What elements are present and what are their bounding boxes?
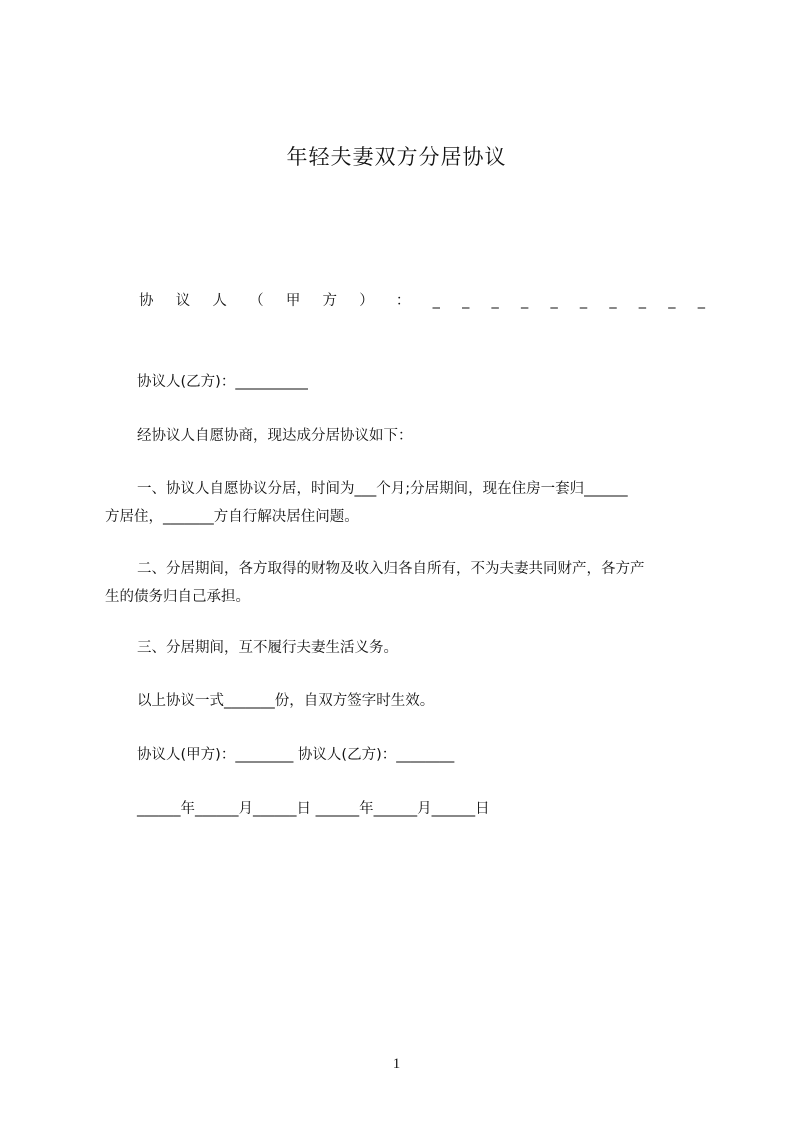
party-b-line: 协议人(乙方)：__________ (137, 374, 308, 390)
party-a-blank: _ (462, 293, 470, 309)
document-title: 年轻夫妻双方分居协议 (286, 145, 507, 169)
date-line: ______年______月______日 ______年______月______日 (137, 801, 490, 817)
party-a-char: 议 (175, 293, 191, 309)
party-a-blank: _ (550, 293, 558, 309)
party-a-char: ： (395, 293, 411, 309)
party-a-blank: _ (579, 293, 588, 309)
clause-3-paragraph: 三、分居期间，互不履行夫妻生活义务。 (137, 640, 398, 656)
party-a-char: ） (359, 293, 374, 309)
party-a-blank: _ (638, 293, 647, 309)
copies-paragraph: 以上协议一式_______份，自双方签字时生效。 (137, 693, 435, 709)
clause-2-line-2: 生的债务归自己承担。 (105, 589, 250, 605)
party-a-blank: _ (668, 293, 676, 309)
clause-1-line-1: 一、协议人自愿协议分居，时间为___个月;分居期间，现在住房一套归______ (137, 481, 628, 497)
party-a-char: 人 (212, 293, 227, 309)
clause-1-line-2: 方居住，_______方自行解决居住问题。 (105, 509, 359, 525)
party-a-char: 协 (139, 293, 154, 309)
party-a-blank: _ (697, 293, 705, 309)
party-a-blank: _ (432, 293, 440, 309)
party-a-char: 方 (322, 293, 338, 309)
page-number: 1 (392, 1056, 401, 1072)
party-a-blank: _ (609, 293, 617, 309)
clause-2-line-1: 二、分居期间，各方取得的财物及收入归各自所有，不为夫妻共同财产，各方产 (137, 561, 645, 577)
party-a-blank: _ (520, 293, 529, 309)
intro-paragraph: 经协议人自愿协商，现达成分居协议如下： (137, 428, 413, 444)
party-a-char: （ (249, 293, 264, 309)
party-a-line (139, 286, 705, 316)
party-a-char: 甲 (285, 293, 301, 309)
party-a-blank: _ (491, 293, 499, 309)
signature-line: 协议人(甲方)：________ 协议人(乙方)：________ (137, 747, 455, 763)
